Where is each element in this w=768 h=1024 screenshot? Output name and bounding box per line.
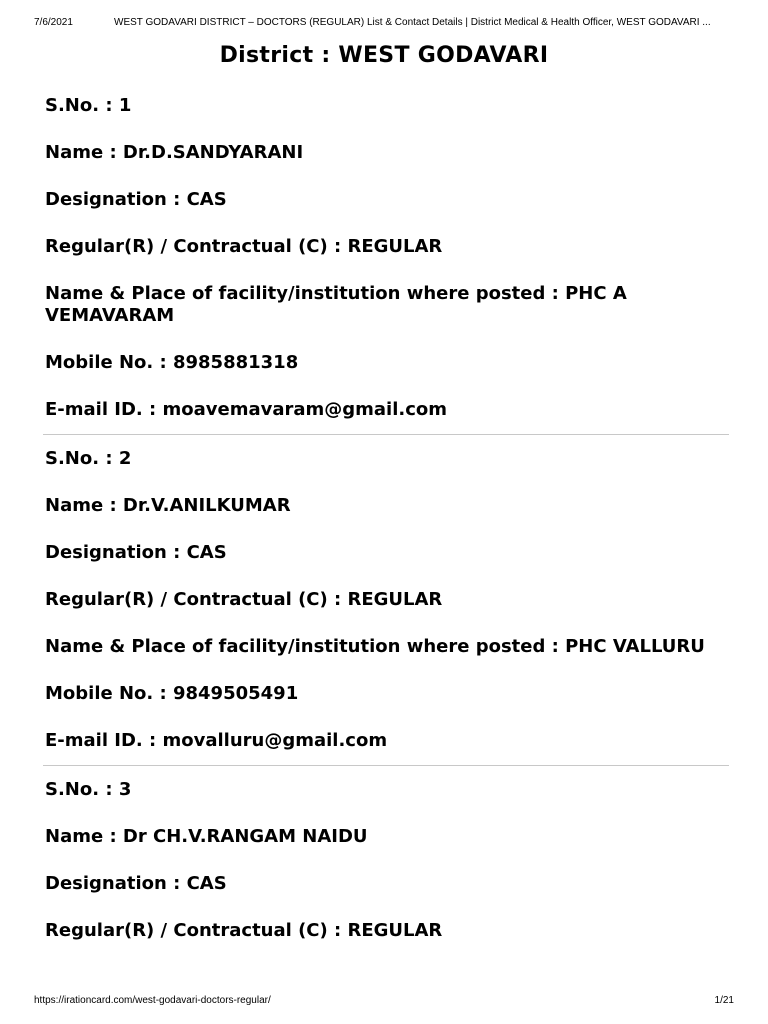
print-page-title: WEST GODAVARI DISTRICT – DOCTORS (REGULAR) List & Contact Details | District Medical & Health Officer, WEST GODAVARI ... bbox=[114, 17, 711, 28]
mobile-label: Mobile No. : bbox=[45, 352, 173, 373]
print-header bbox=[34, 16, 734, 30]
sno-label: S.No. : bbox=[45, 448, 119, 469]
record-divider bbox=[43, 434, 729, 435]
employment-type-field bbox=[45, 920, 727, 942]
mobile-value: 8985881318 bbox=[172, 352, 299, 373]
designation-value: CAS bbox=[186, 189, 227, 210]
facility-field bbox=[45, 636, 727, 658]
employment-type-value: REGULAR bbox=[347, 920, 443, 941]
email-field bbox=[45, 399, 727, 421]
name-label: Name : bbox=[45, 826, 123, 847]
employment-type-label: Regular(R) / Contractual (C) : bbox=[45, 589, 348, 610]
designation-value: CAS bbox=[186, 873, 227, 894]
facility-value: PHC VALLURU bbox=[565, 636, 705, 657]
sno-label: S.No. : bbox=[45, 779, 119, 800]
facility-value: PHC A VEMAVARAM bbox=[45, 283, 627, 326]
record-divider bbox=[43, 765, 729, 766]
email-value: moavemavaram@gmail.com bbox=[162, 399, 448, 420]
name-value: Dr CH.V.RANGAM NAIDU bbox=[122, 826, 368, 847]
name-field bbox=[45, 142, 727, 164]
employment-type-field bbox=[45, 589, 727, 611]
employment-type-value: REGULAR bbox=[347, 589, 443, 610]
employment-type-label: Regular(R) / Contractual (C) : bbox=[45, 236, 348, 257]
email-field bbox=[45, 730, 727, 752]
page-number: 1/21 bbox=[714, 995, 734, 1006]
doctor-record bbox=[45, 779, 727, 942]
sno-field bbox=[45, 779, 727, 801]
email-label: E-mail ID. : bbox=[45, 399, 163, 420]
sno-field bbox=[45, 448, 727, 470]
designation-label: Designation : bbox=[45, 189, 187, 210]
employment-type-label: Regular(R) / Contractual (C) : bbox=[45, 920, 348, 941]
page-url: https://irationcard.com/west-godavari-doctors-regular/ bbox=[34, 995, 271, 1006]
doctor-records bbox=[45, 88, 727, 967]
print-date: 7/6/2021 bbox=[34, 17, 73, 28]
employment-type-value: REGULAR bbox=[347, 236, 443, 257]
print-footer bbox=[34, 994, 734, 1008]
facility-label: Name & Place of facility/institution where posted : bbox=[45, 283, 566, 304]
designation-field bbox=[45, 873, 727, 895]
designation-field bbox=[45, 189, 727, 211]
sno-field bbox=[45, 95, 727, 117]
doctor-record bbox=[45, 95, 727, 435]
employment-type-field bbox=[45, 236, 727, 258]
email-label: E-mail ID. : bbox=[45, 730, 163, 751]
name-field bbox=[45, 495, 727, 517]
doctor-record bbox=[45, 448, 727, 766]
sno-label: S.No. : bbox=[45, 95, 119, 116]
name-label: Name : bbox=[45, 142, 123, 163]
sno-value: 2 bbox=[118, 448, 132, 469]
mobile-field bbox=[45, 683, 727, 705]
designation-label: Designation : bbox=[45, 873, 187, 894]
designation-label: Designation : bbox=[45, 542, 187, 563]
facility-label: Name & Place of facility/institution where posted : bbox=[45, 636, 566, 657]
mobile-field bbox=[45, 352, 727, 374]
email-value: movalluru@gmail.com bbox=[162, 730, 388, 751]
designation-field bbox=[45, 542, 727, 564]
name-value: Dr.V.ANILKUMAR bbox=[122, 495, 291, 516]
name-label: Name : bbox=[45, 495, 123, 516]
page-title: District : WEST GODAVARI bbox=[219, 43, 549, 68]
sno-value: 3 bbox=[118, 779, 132, 800]
mobile-value: 9849505491 bbox=[172, 683, 299, 704]
facility-field bbox=[45, 283, 727, 327]
designation-value: CAS bbox=[186, 542, 227, 563]
name-value: Dr.D.SANDYARANI bbox=[122, 142, 304, 163]
sno-value: 1 bbox=[118, 95, 132, 116]
mobile-label: Mobile No. : bbox=[45, 683, 173, 704]
name-field bbox=[45, 826, 727, 848]
